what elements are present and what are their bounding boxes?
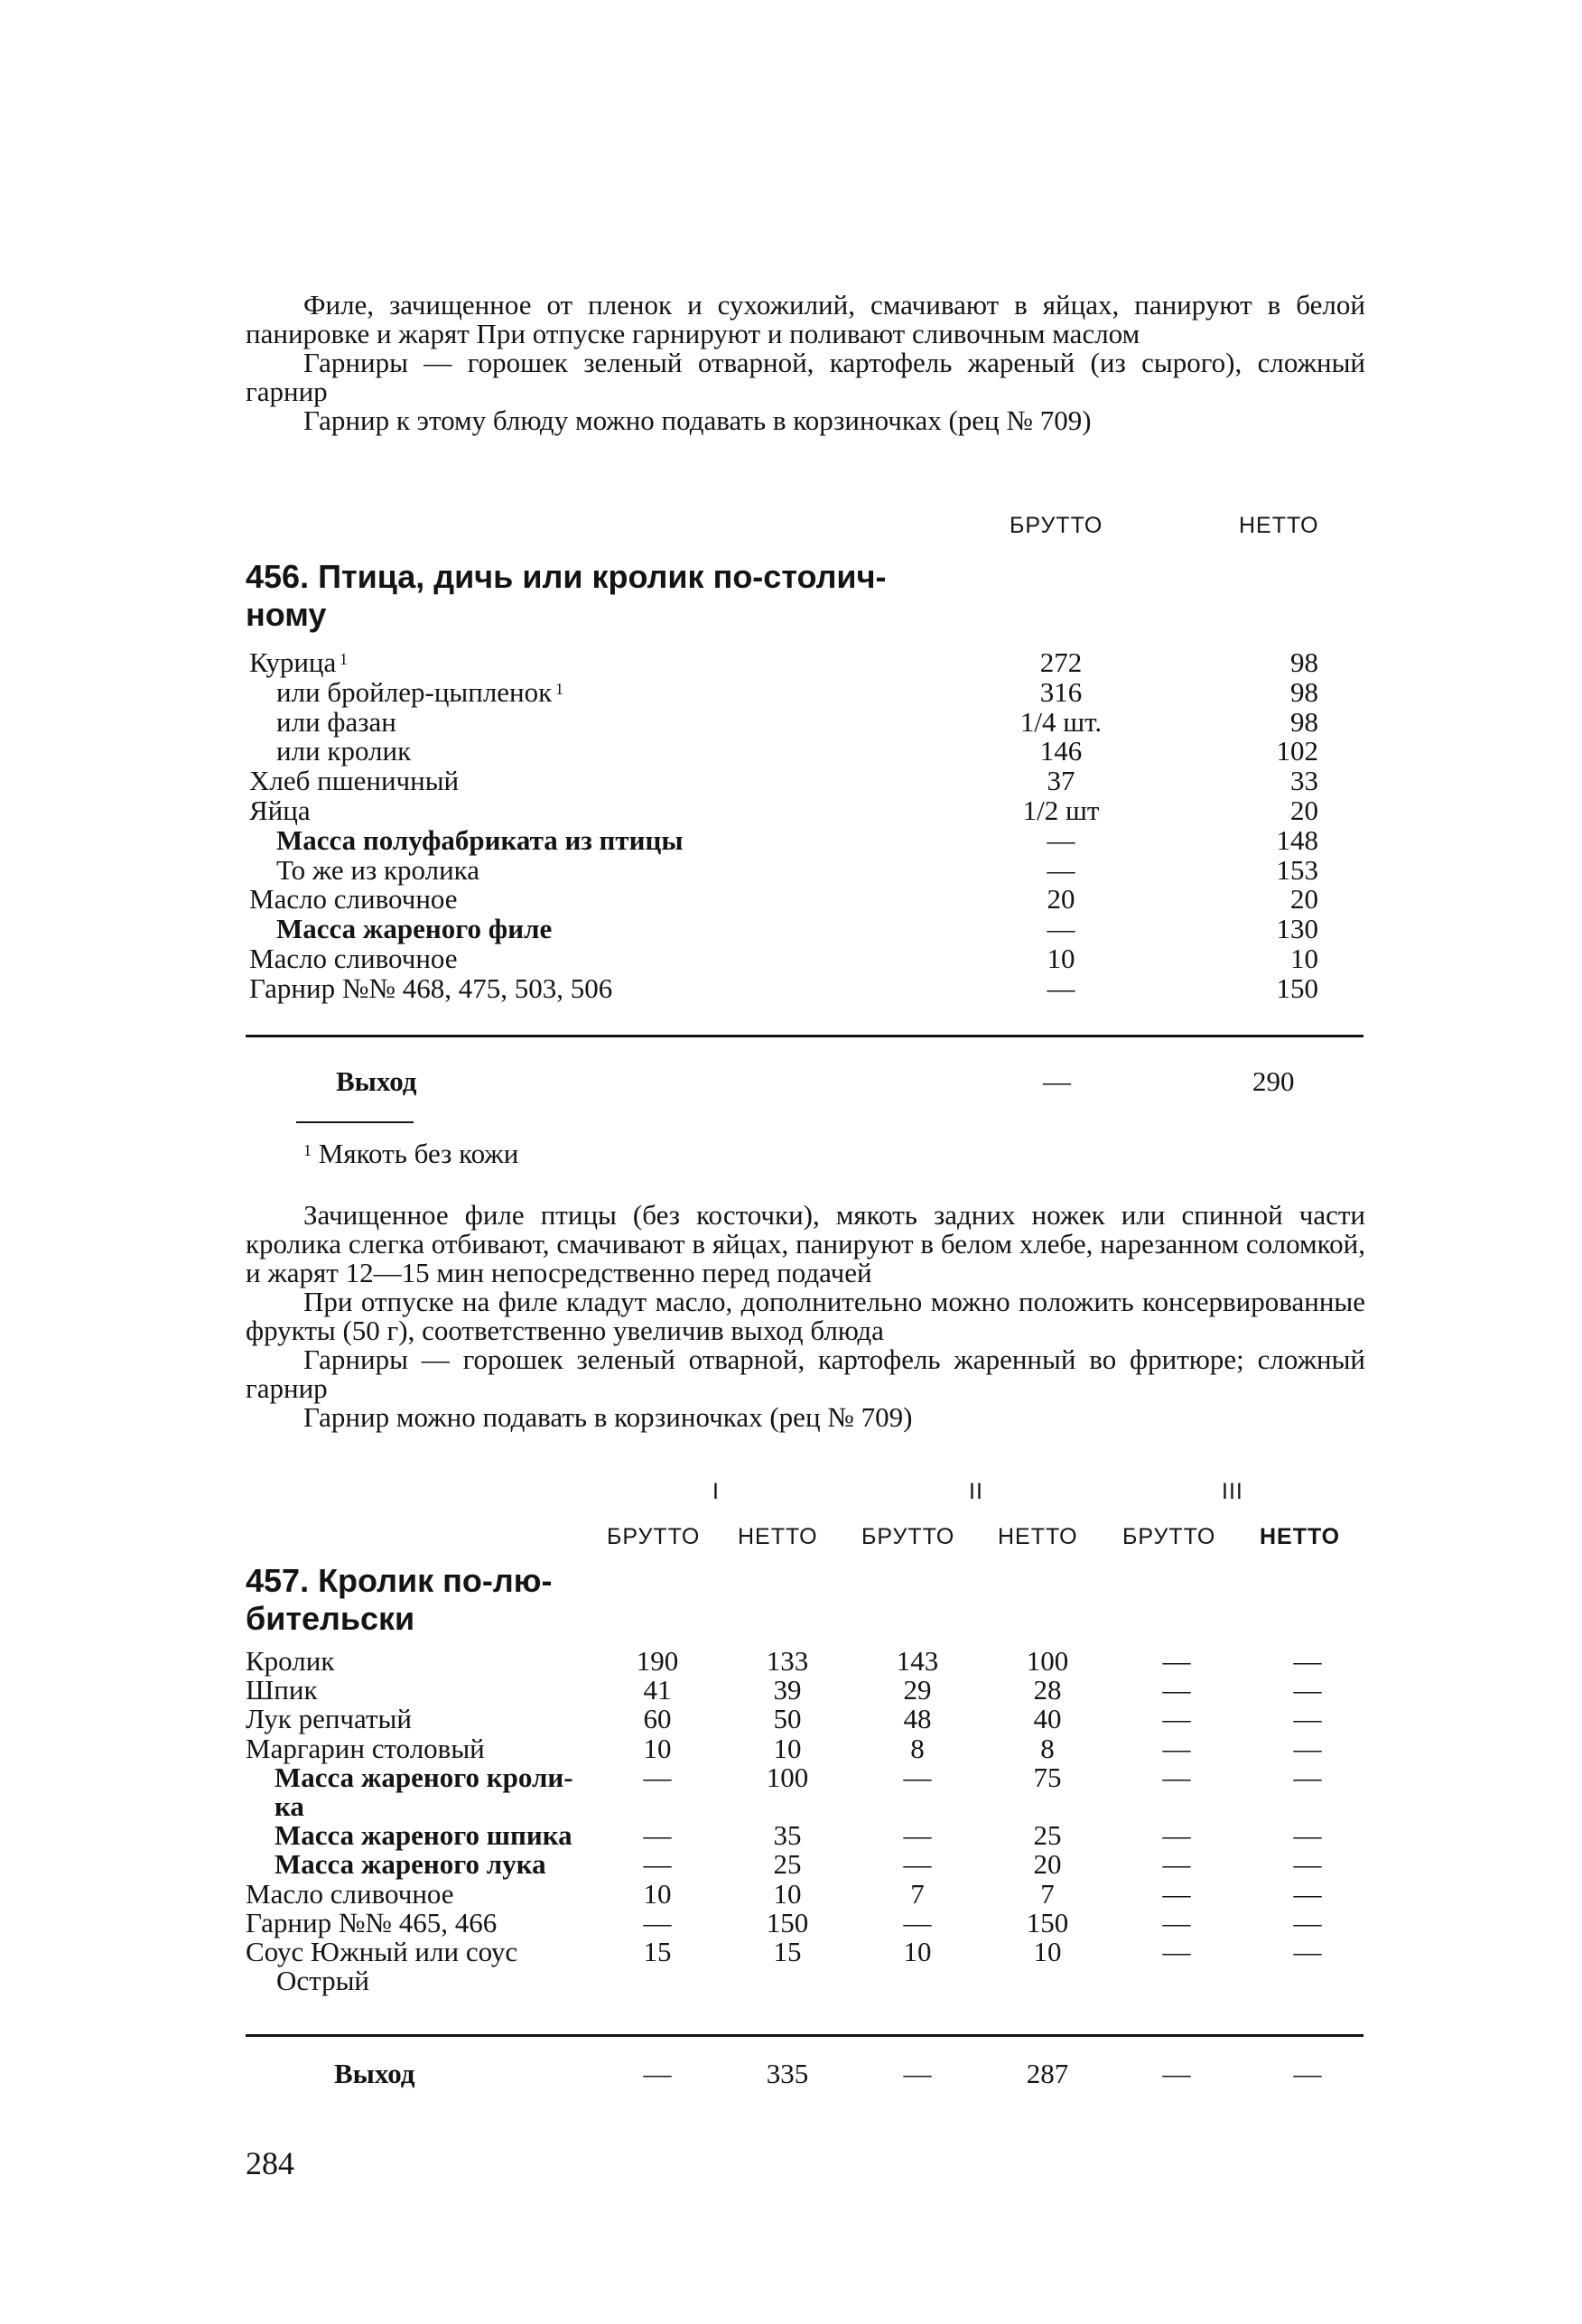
netto-value: 150 [766, 1906, 809, 1938]
yield-value: — [1293, 2058, 1322, 2089]
column-header-netto: НЕТТО [1239, 513, 1319, 538]
netto-value: 153 [1276, 853, 1318, 886]
ingredient-name: Курица [249, 646, 337, 678]
netto-value: 130 [1276, 913, 1318, 945]
ingredient-name: Маргарин столовый [246, 1732, 485, 1764]
netto-value: 25 [1033, 1819, 1062, 1852]
brutto-value: — [1162, 1877, 1191, 1910]
ingredient-name: или фазан [276, 705, 396, 738]
column-header: НЕТТО [1260, 1524, 1341, 1549]
ingredient-name: Соус Южный или соус [246, 1936, 518, 1967]
footnote-mark: 1 [303, 1141, 312, 1159]
brutto-value: — [1047, 823, 1075, 856]
footnote-ref: 1 [555, 679, 563, 698]
table-row [0, 1936, 1582, 1997]
yield-netto: 290 [1252, 1065, 1295, 1097]
page-number: 284 [246, 2145, 294, 2181]
brutto-value: 316 [1039, 675, 1083, 708]
ingredient-name: Шпик [246, 1674, 318, 1706]
netto-value: 33 [1290, 765, 1318, 797]
yield-value: 287 [1026, 2058, 1069, 2089]
intro-paragraph: Гарниры — горошек зеленый отварной, картофель жареный (из сырого), сложный гарнир [246, 347, 1365, 407]
netto-value: 7 [1040, 1877, 1055, 1910]
table-row [0, 1705, 1582, 1734]
netto-value: 98 [1290, 705, 1318, 738]
netto-value: 10 [1290, 943, 1318, 974]
column-header: БРУТТО [607, 1524, 701, 1549]
footnote: $^1$ Мякоть без кожи [303, 1138, 519, 1169]
netto-value: — [1293, 1819, 1322, 1852]
ingredient-name: Лук репчатый [246, 1703, 412, 1735]
table-row [0, 1906, 1582, 1938]
ingredient-name: или бройлер-цыпленок [276, 675, 553, 708]
brutto-value: — [643, 1906, 672, 1938]
netto-value: 20 [1290, 795, 1318, 826]
yield-value: — [1162, 2058, 1191, 2089]
table-row [0, 1734, 1582, 1764]
netto-value: — [1293, 1732, 1322, 1764]
brutto-value: 143 [896, 1645, 939, 1677]
yield-value: — [903, 2058, 932, 2089]
netto-value: 150 [1276, 971, 1318, 1004]
yield-brutto: — [1043, 1065, 1071, 1097]
brutto-value: — [1047, 913, 1075, 945]
netto-value: — [1293, 1936, 1322, 1967]
brutto-value: 10 [1047, 943, 1075, 974]
method-paragraph: Зачищенное филе птицы (без косточки), мякоть задних ножек или спинной части кролика слегка отбивают, смачивают в яйцах, панируют в белом хлебе, нарезанном соломкой, и жарят 12—15 мин непосредственно перед подачей [246, 1199, 1365, 1288]
ingredient-name: Гарнир №№ 468, 475, 503, 506 [249, 971, 613, 1004]
method-paragraph: Гарниры — горошек зеленый отварной, картофель жаренный во фритюре; сложный гарнир [246, 1343, 1365, 1404]
yield-value: — [643, 2058, 672, 2089]
table-row [0, 915, 1582, 944]
group-header-ii: II [969, 1479, 983, 1504]
netto-value: 10 [773, 1877, 802, 1910]
recipe-457-title: 457. Кролик по-лю- бительски [246, 1562, 553, 1637]
brutto-value: 37 [1047, 765, 1075, 797]
table-row [0, 823, 1582, 856]
brutto-value: 1/4 шт. [1019, 705, 1103, 738]
ingredient-name: Гарнир №№ 465, 466 [246, 1906, 498, 1938]
table-row [0, 796, 1582, 826]
brutto-value: 146 [1039, 735, 1083, 767]
ingredient-name: Масло сливочное [246, 1877, 454, 1910]
brutto-value: — [1047, 853, 1075, 886]
column-header: БРУТТО [1122, 1524, 1216, 1549]
ingredient-name: Кролик [246, 1645, 335, 1677]
netto-value: — [1293, 1674, 1322, 1706]
ingredient-name: Масса жареного шпика [275, 1819, 572, 1852]
netto-value: 148 [1276, 823, 1318, 856]
brutto-value: — [903, 1761, 932, 1793]
brutto-value: 272 [1039, 646, 1083, 678]
brutto-value: — [1162, 1936, 1191, 1967]
group-header-i: I [712, 1479, 720, 1504]
method-paragraph: Гарнир можно подавать в корзиночках (рец № 709) [303, 1401, 913, 1433]
netto-value: 15 [773, 1936, 802, 1967]
ingredient-name: Масса жареного кроли- [275, 1761, 573, 1793]
netto-value: 20 [1290, 883, 1318, 916]
netto-value: 28 [1033, 1674, 1062, 1706]
brutto-value: 60 [643, 1703, 672, 1735]
brutto-value: — [1162, 1761, 1191, 1793]
brutto-value: 190 [636, 1645, 679, 1677]
table-row [0, 1647, 1582, 1677]
table-row [0, 767, 1582, 796]
brutto-value: — [1162, 1645, 1191, 1677]
brutto-value: 7 [910, 1877, 925, 1910]
netto-value: 10 [1033, 1936, 1062, 1967]
yield-label: Выход [336, 1065, 417, 1097]
group-header-iii: III [1222, 1479, 1243, 1504]
ingredient-name: Яйца [249, 795, 311, 826]
table-row [0, 675, 1582, 708]
brutto-value: 10 [643, 1877, 672, 1910]
ingredient-name: Масса жареного лука [275, 1848, 546, 1881]
footnote-divider [296, 1121, 414, 1123]
brutto-value: — [1047, 971, 1075, 1004]
netto-value: — [1293, 1906, 1322, 1938]
ingredient-name: Хлеб пшеничный [249, 765, 460, 797]
netto-value: 50 [773, 1703, 802, 1735]
brutto-value: — [1162, 1906, 1191, 1938]
table-row [0, 1877, 1582, 1910]
brutto-value: — [1162, 1819, 1191, 1852]
netto-value: 25 [773, 1848, 802, 1881]
brutto-value: 8 [910, 1732, 925, 1764]
table-row [0, 737, 1582, 767]
netto-value: 35 [773, 1819, 802, 1852]
intro-paragraph: Гарнир к этому блюду можно подавать в корзиночках (рец № 709) [303, 404, 1092, 436]
ingredient-name: То же из кролика [276, 853, 480, 886]
netto-value: 150 [1026, 1906, 1069, 1938]
brutto-value: — [643, 1761, 672, 1793]
table-divider [246, 2034, 1363, 2037]
ingredient-name-continued: ка [275, 1789, 304, 1822]
netto-value: — [1293, 1848, 1322, 1881]
brutto-value: — [1162, 1703, 1191, 1735]
table-row [0, 885, 1582, 915]
netto-value: 100 [1026, 1645, 1069, 1677]
intro-paragraph: Филе, зачищенное от пленок и сухожилий, смачивают в яйцах, панируют в белой панировке и жарят При отпуске гарнируют и поливают сливочным маслом [246, 289, 1365, 349]
recipe-456-method [246, 1201, 1365, 1432]
ingredient-name: Масло сливочное [249, 883, 458, 916]
table-row [0, 1676, 1582, 1706]
brutto-value: — [643, 1848, 672, 1881]
yield-value: 335 [766, 2058, 809, 2089]
column-header: НЕТТО [738, 1524, 818, 1549]
footnote-ref: 1 [340, 650, 348, 668]
netto-value: 39 [773, 1674, 802, 1706]
column-header-brutto: БРУТТО [1010, 513, 1103, 538]
brutto-value: 20 [1047, 883, 1075, 916]
brutto-value: 10 [643, 1732, 672, 1764]
method-paragraph: При отпуске на филе кладут масло, дополнительно можно положить консервированные фрукты (50 г), соответственно увеличив выход блюда [246, 1286, 1365, 1346]
intro-text [246, 291, 1365, 435]
brutto-value: 1/2 шт [1022, 795, 1100, 826]
table-row [0, 648, 1582, 678]
netto-value: — [1293, 1645, 1322, 1677]
table-row [0, 1761, 1582, 1822]
brutto-value: — [903, 1848, 932, 1881]
table-row [0, 1850, 1582, 1880]
brutto-value: 48 [903, 1703, 932, 1735]
table-row [0, 1821, 1582, 1851]
ingredient-name: Масса полуфабриката из птицы [276, 823, 684, 856]
column-header: БРУТТО [861, 1524, 955, 1549]
brutto-value: 29 [903, 1674, 932, 1706]
brutto-value: 41 [643, 1674, 672, 1706]
ingredient-name: или кролик [276, 735, 412, 767]
brutto-value: — [1162, 1674, 1191, 1706]
brutto-value: — [1162, 1848, 1191, 1881]
netto-value: 20 [1033, 1848, 1062, 1881]
netto-value: — [1293, 1761, 1322, 1793]
netto-value: 133 [766, 1645, 809, 1677]
netto-value: — [1293, 1877, 1322, 1910]
table-row [0, 944, 1582, 974]
ingredient-name: Масса жареного филе [276, 913, 553, 945]
brutto-value: — [903, 1819, 932, 1852]
brutto-value: 15 [643, 1936, 672, 1967]
netto-value: — [1293, 1703, 1322, 1735]
table-divider [246, 1035, 1363, 1037]
brutto-value: — [1162, 1732, 1191, 1764]
column-header: НЕТТО [998, 1524, 1078, 1549]
netto-value: 75 [1033, 1761, 1062, 1793]
netto-value: 102 [1276, 735, 1318, 767]
netto-value: 10 [773, 1732, 802, 1764]
table-row [0, 853, 1582, 886]
ingredient-name: Масло сливочное [249, 943, 458, 974]
brutto-value: — [903, 1906, 932, 1938]
netto-value: 98 [1290, 646, 1318, 678]
table-row [0, 971, 1582, 1004]
netto-value: 40 [1033, 1703, 1062, 1735]
brutto-value: 10 [903, 1936, 932, 1967]
ingredient-name-continued: Острый [276, 1965, 369, 1997]
table-row [0, 705, 1582, 738]
netto-value: 98 [1290, 675, 1318, 708]
netto-value: 100 [766, 1761, 809, 1793]
brutto-value: — [643, 1819, 672, 1852]
recipe-456-title: 456. Птица, дичь или кролик по-столич- ному [246, 558, 887, 633]
yield-label: Выход [334, 2058, 415, 2089]
netto-value: 8 [1040, 1732, 1055, 1764]
